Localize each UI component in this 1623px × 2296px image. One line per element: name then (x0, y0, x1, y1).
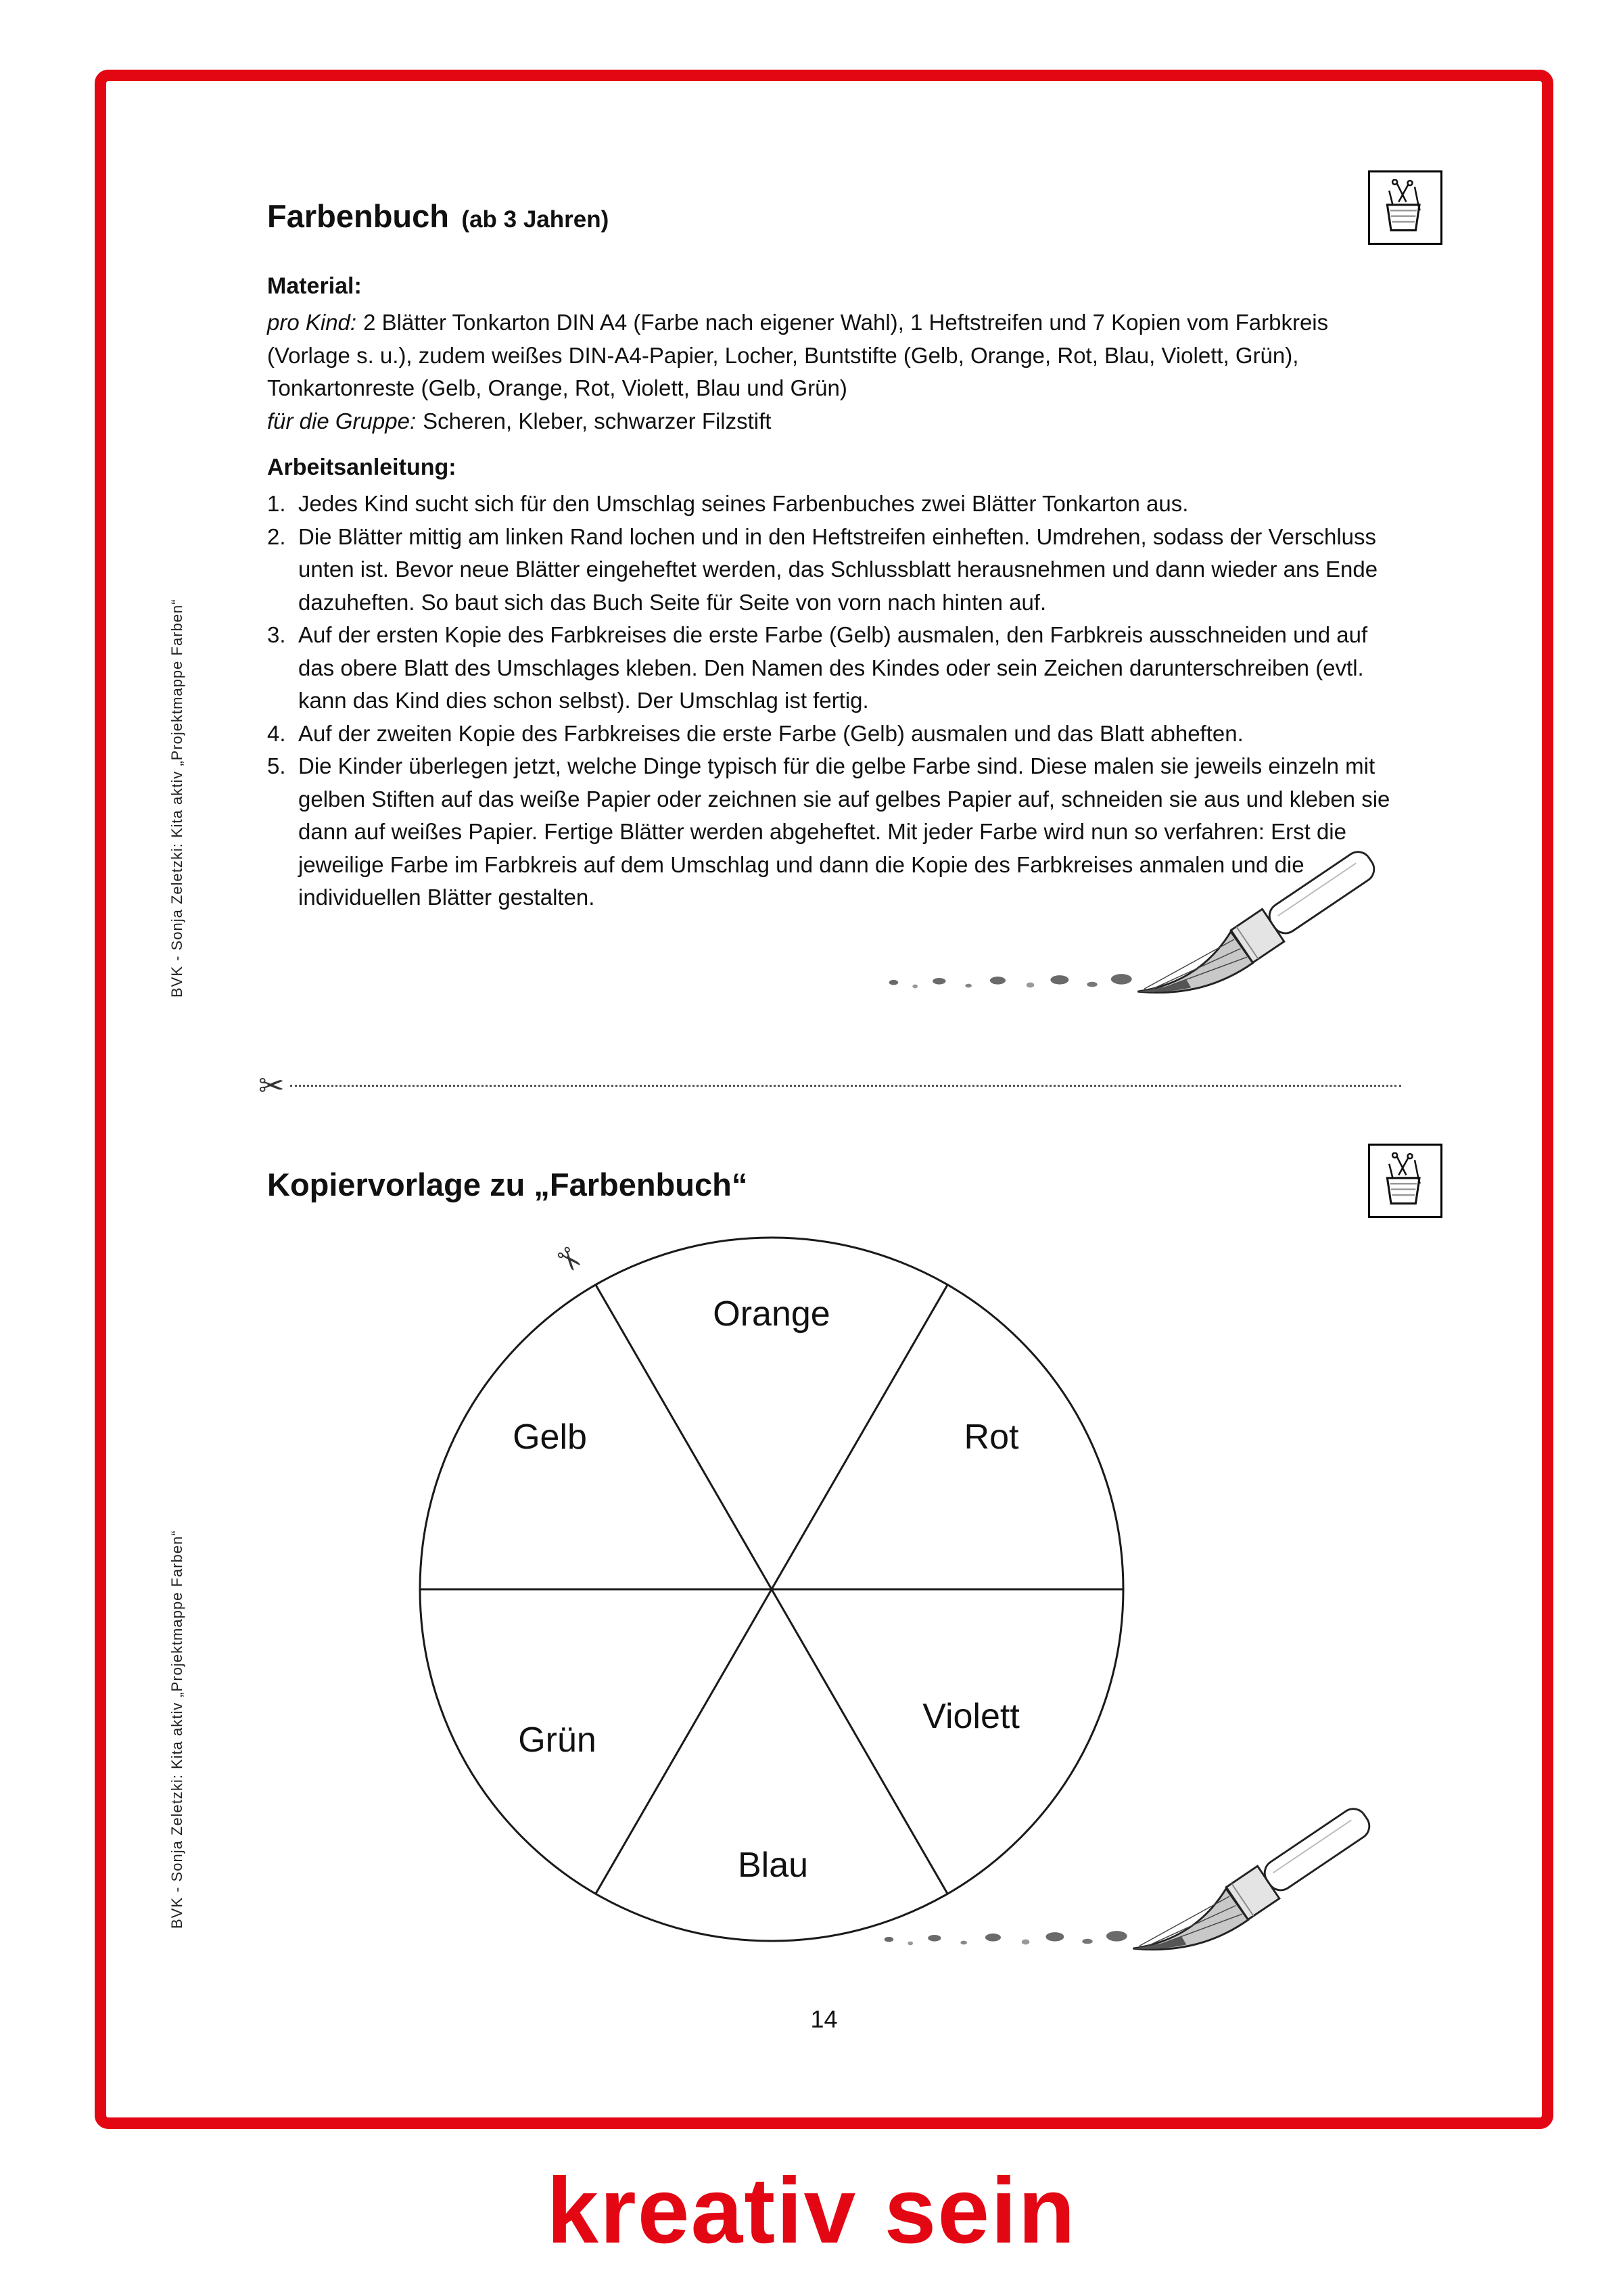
paintbrush-illustration (879, 1775, 1400, 1971)
instruction-text: Die Kinder überlegen jetzt, welche Dinge typisch für die gelbe Farbe sind. Diese malen sie jeweils einzeln mit gelben Stiften auf das weiße Papier oder zeichnen sie auf gelbes Papier auf, schneiden sie aus und kleben sie dann auf weißes Papier. Fertige Blätter werden abgeheftet. Mit jeder Farbe wird nun so verfahren: Erst die jeweilige Farbe im Farbkreis auf dem Umschlag und dann die Kopie des Farbkreises anmalen und die individuellen Blätter gestalten. (298, 753, 1390, 910)
material-section (267, 273, 1349, 438)
section1-title-suffix: (ab 3 Jahren) (461, 206, 609, 233)
instruction-text: Auf der zweiten Kopie des Farbkreises die erste Farbe (Gelb) ausmalen und das Blatt abheften. (298, 720, 1244, 746)
pencil-cup-icon (1368, 170, 1442, 245)
section2-title: Kopiervorlage zu „Farbenbuch“ (267, 1167, 748, 1202)
material-pro-kind (267, 306, 1349, 405)
material-gruppe (267, 405, 1349, 438)
instruction-text: Die Blätter mittig am linken Rand lochen und in den Heftstreifen einheften. Umdrehen, sodass der Verschluss unten ist. Bevor neue Blätter eingeheftet werden, das Schlussblatt herausnehmen und dann wieder ans Ende dazuheften. So baut sich das Buch Seite für Seite von vorn nach hinten auf. (298, 523, 1378, 615)
footer-slogan: kreativ sein (546, 2159, 1077, 2263)
scissors-icon: ✂ (258, 1068, 285, 1103)
instruction-text: Auf der ersten Kopie des Farbkreises die erste Farbe (Gelb) ausmalen, den Farbkreis ausschneiden und auf das obere Blatt des Umschlages kleben. Den Namen des Kindes oder sein Zeichen darunterschreiben (evtl. kann das Kind dies schon selbst). Der Umschlag ist fertig. (298, 622, 1368, 713)
instruction-item (267, 488, 1403, 521)
material-heading: Material: (267, 273, 362, 299)
instructions-heading: Arbeitsanleitung: (267, 454, 456, 480)
pencil-cup-drawing (1377, 1152, 1434, 1209)
paint-dab-trail (885, 1931, 1127, 1945)
material-pro-kind-text: 2 Blätter Tonkarton DIN A4 (Farbe nach eigener Wahl), 1 Heftstreifen und 7 Kopien vom Farbkreis (Vorlage s. u.), zudem weißes DIN-A4-Papier, Locher, Buntstifte (Gelb, Orange, Rot, Blau, Violett, Grün), Tonkartonreste (Gelb, Orange, Rot, Violett, Blau und Grün) (267, 310, 1329, 400)
instruction-text: Jedes Kind sucht sich für den Umschlag seines Farbenbuches zwei Blätter Tonkarton aus. (298, 491, 1189, 516)
wheel-label-gruen: Grün (518, 1720, 596, 1760)
section1-title: Farbenbuch (267, 198, 449, 234)
wheel-label-rot: Rot (964, 1418, 1019, 1457)
wheel-label-gelb: Gelb (513, 1418, 587, 1457)
brush-handle (1231, 843, 1381, 962)
instruction-number: 3. (267, 622, 286, 647)
instruction-item (267, 619, 1403, 718)
pencil-cup-drawing (1377, 179, 1434, 236)
paintbrush-illustration (884, 818, 1405, 1014)
brush-handle (1226, 1800, 1376, 1919)
cut-line (258, 1070, 1401, 1101)
paint-dab-trail (889, 974, 1132, 988)
instruction-number: 5. (267, 753, 286, 778)
instruction-number: 1. (267, 491, 286, 516)
sidebar-credit: BVK - Sonja Zeletzki: Kita aktiv „Projektmappe Farben“ (168, 1530, 185, 1929)
instruction-item (267, 521, 1403, 619)
dotted-cut-rule (290, 1085, 1401, 1087)
sidebar-credit: BVK - Sonja Zeletzki: Kita aktiv „Projektmappe Farben“ (168, 599, 185, 998)
wheel-label-blau: Blau (737, 1846, 809, 1885)
section2-title-row (267, 1166, 747, 1203)
section1-title-row (267, 197, 609, 235)
page-number: 14 (810, 2005, 838, 2033)
instruction-number: 4. (267, 720, 286, 746)
pencil-cup-icon (1368, 1144, 1442, 1218)
material-gruppe-text: Scheren, Kleber, schwarzer Filzstift (423, 408, 772, 434)
instruction-item (267, 718, 1403, 751)
material-pro-kind-label: pro Kind: (267, 310, 357, 335)
wheel-label-orange: Orange (713, 1294, 830, 1334)
wheel-label-violett: Violett (922, 1697, 1020, 1736)
page-frame (95, 70, 1553, 2129)
wheel-scissors-icon: ✂ (547, 1238, 591, 1281)
instruction-number: 2. (267, 523, 286, 549)
material-gruppe-label: für die Gruppe: (267, 408, 417, 434)
